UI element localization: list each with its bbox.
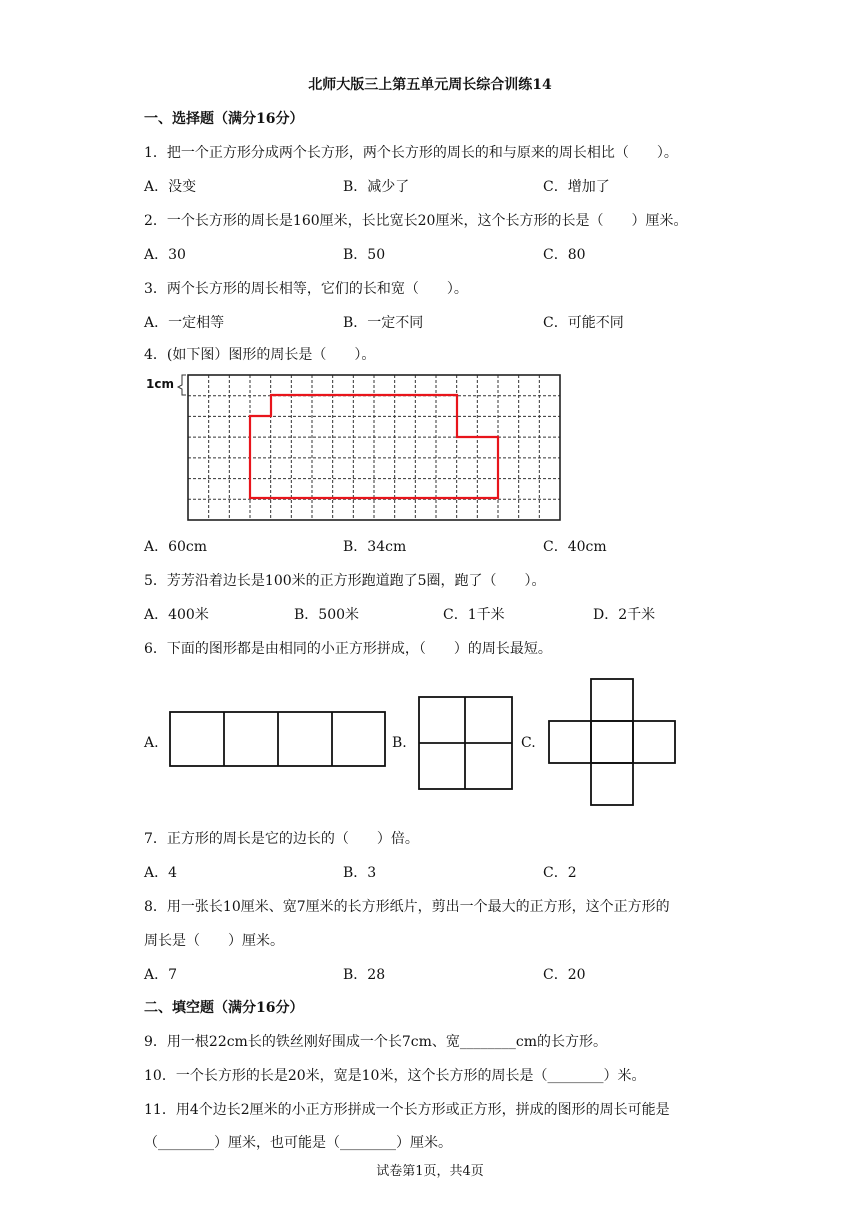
q6-option-c: C.	[521, 735, 536, 751]
question-7: 7．正方形的周长是它的边长的（ ）倍。	[144, 831, 419, 847]
q1-option-a: A．没变	[144, 179, 197, 195]
q7-option-c: C．2	[543, 865, 577, 881]
section-heading-choice: 一、选择题（满分16分）	[144, 111, 304, 127]
q6-option-b: B.	[392, 735, 407, 751]
question-10: 10．一个长方形的长是20米，宽是10米，这个长方形的周长是（________）米。	[144, 1068, 646, 1084]
q3-option-c: C．可能不同	[543, 315, 624, 331]
question-9: 9．用一根22cm长的铁丝刚好围成一个长7cm、宽________cm的长方形。	[144, 1034, 607, 1050]
q5-option-b: B．500米	[294, 607, 360, 623]
q6-shape-b	[419, 697, 512, 789]
q6-shape-c	[549, 679, 675, 805]
question-11-line2: （________）厘米，也可能是（________）厘米。	[144, 1135, 452, 1151]
question-8-line2: 周长是（ ）厘米。	[144, 933, 284, 949]
q8-option-c: C．20	[543, 967, 586, 983]
q2-option-c: C．80	[543, 247, 586, 263]
q3-option-b: B．一定不同	[343, 315, 424, 331]
q7-option-b: B．3	[343, 865, 377, 881]
q3-option-a: A．一定相等	[144, 315, 225, 331]
q8-option-b: B．28	[343, 967, 386, 983]
q5-option-d: D．2千米	[593, 607, 656, 623]
q2-option-a: A．30	[144, 247, 186, 263]
question-3: 3．两个长方形的周长相等，它们的长和宽（ ）。	[144, 281, 468, 297]
question-8-line1: 8．用一张长10厘米、宽7厘米的长方形纸片，剪出一个最大的正方形，这个正方形的	[144, 899, 670, 915]
page-title: 北师大版三上第五单元周长综合训练14	[308, 77, 552, 93]
question-2: 2．一个长方形的周长是160厘米，长比宽长20厘米，这个长方形的长是（ ）厘米。	[144, 213, 688, 229]
q2-option-b: B．50	[343, 247, 386, 263]
q5-option-c: C．1千米	[443, 607, 505, 623]
q7-option-a: A．4	[144, 865, 178, 881]
question-5: 5．芳芳沿着边长是100米的正方形跑道跑了5圈，跑了（ ）。	[144, 573, 546, 589]
q8-option-a: A．7	[144, 967, 178, 983]
q6-option-a: A.	[144, 735, 159, 751]
q4-option-b: B．34cm	[343, 539, 407, 555]
section-heading-fill: 二、填空题（满分16分）	[144, 1000, 304, 1016]
q4-option-c: C．40cm	[543, 539, 607, 555]
q5-option-a: A．400米	[144, 607, 209, 623]
page-footer: 试卷第1页，共4页	[376, 1164, 484, 1179]
q1-option-c: C．增加了	[543, 179, 610, 195]
q4-red-shape	[250, 395, 498, 498]
q1-option-b: B．减少了	[343, 179, 410, 195]
grid-scale-label: 1cm	[146, 377, 174, 391]
question-1: 1．把一个正方形分成两个长方形，两个长方形的周长的和与原来的周长相比（ ）。	[144, 145, 678, 161]
question-4: 4．(如下图）图形的周长是（ ）。	[144, 347, 376, 363]
q4-option-a: A．60cm	[144, 539, 208, 555]
question-11-line1: 11．用4个边长2厘米的小正方形拼成一个长方形或正方形，拼成的图形的周长可能是	[144, 1102, 670, 1118]
question-6: 6．下面的图形都是由相同的小正方形拼成，（ ）的周长最短。	[144, 641, 552, 657]
q6-shape-a	[170, 712, 385, 766]
